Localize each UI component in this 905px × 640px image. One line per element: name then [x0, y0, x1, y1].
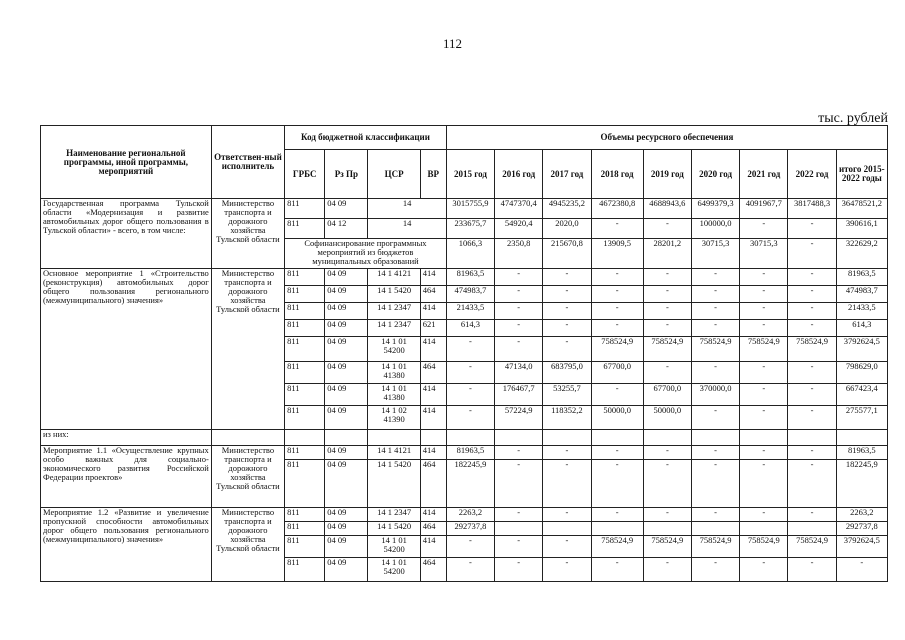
value-cell: 53255,7	[543, 384, 591, 406]
value-cell: -	[446, 406, 494, 430]
value-cell: -	[740, 219, 788, 239]
grbs-cell: 811	[285, 362, 325, 384]
header-year: 2017 год	[543, 150, 591, 199]
value-cell: 6499379,3	[691, 199, 739, 219]
csr-cell: 14 1 4121	[368, 446, 420, 460]
value-cell: 2020,0	[543, 219, 591, 239]
rzpr-cell: 04 09	[325, 460, 368, 508]
header-executor: Ответствен-ный исполнитель	[211, 126, 284, 199]
value-cell: -	[643, 508, 691, 522]
value-cell	[643, 522, 691, 536]
grbs-cell: 811	[285, 269, 325, 286]
value-cell	[740, 522, 788, 536]
total-cell: 21433,5	[836, 303, 887, 320]
value-cell: -	[495, 460, 543, 508]
value-cell: 28201,2	[643, 239, 691, 269]
value-cell: -	[495, 536, 543, 558]
value-cell: -	[643, 460, 691, 508]
value-cell: -	[788, 508, 836, 522]
table-row	[41, 199, 888, 219]
vr-cell: 414	[420, 337, 446, 362]
rzpr-cell: 04 09	[325, 406, 368, 430]
value-cell: -	[543, 320, 591, 337]
value-cell: -	[691, 460, 739, 508]
value-cell: -	[691, 286, 739, 303]
csr-cell: 14 1 2347	[368, 508, 420, 522]
value-cell: 292737,8	[446, 522, 494, 536]
of-them-label: из них:	[41, 430, 212, 446]
rzpr-cell: 04 09	[325, 362, 368, 384]
csr-cell: 14 1 01 54200	[368, 558, 420, 582]
value-cell: 4747370,4	[495, 199, 543, 219]
value-cell: 57224,9	[495, 406, 543, 430]
header-grbs: ГРБС	[285, 150, 325, 199]
total-cell: 182245,9	[836, 460, 887, 508]
grbs-cell: 811	[285, 337, 325, 362]
value-cell: -	[591, 320, 643, 337]
grbs-cell: 811	[285, 219, 325, 239]
value-cell: -	[643, 362, 691, 384]
value-cell: 4091967,7	[740, 199, 788, 219]
total-cell: 667423,4	[836, 384, 887, 406]
value-cell: -	[691, 303, 739, 320]
value-cell: 67700,0	[591, 362, 643, 384]
rzpr-cell: 04 09	[325, 269, 368, 286]
value-cell: -	[740, 406, 788, 430]
value-cell: -	[788, 286, 836, 303]
csr-cell: 14 1 5420	[368, 460, 420, 508]
value-cell: -	[788, 406, 836, 430]
value-cell: -	[591, 446, 643, 460]
value-cell: -	[643, 303, 691, 320]
value-cell: -	[591, 303, 643, 320]
value-cell: -	[495, 337, 543, 362]
executor-cell: Министерство транспорта и дорожного хозяйства Тульской области	[211, 199, 284, 269]
value-cell: 4672380,8	[591, 199, 643, 219]
value-cell: -	[543, 508, 591, 522]
value-cell: -	[543, 303, 591, 320]
grbs-cell: 811	[285, 384, 325, 406]
header-csr: ЦСР	[368, 150, 420, 199]
rzpr-cell: 04 09	[325, 536, 368, 558]
total-cell: 474983,7	[836, 286, 887, 303]
value-cell: -	[643, 446, 691, 460]
header-name: Наименование региональной программы, иной программы, мероприятий	[41, 126, 212, 199]
value-cell: -	[788, 269, 836, 286]
csr-cell: 14 1 01 54200	[368, 337, 420, 362]
units-label: тыс. рублей	[818, 111, 888, 126]
rzpr-cell: 04 09	[325, 337, 368, 362]
measure-name: Мероприятие 1.1 «Осуществление крупных особо важных для социально-экономического развития Российской Федерации проектов»	[41, 446, 212, 508]
total-cell: 2263,2	[836, 508, 887, 522]
header-year: 2020 год	[691, 150, 739, 199]
value-cell	[495, 522, 543, 536]
value-cell: -	[740, 508, 788, 522]
value-cell: -	[691, 320, 739, 337]
total-cell: 614,3	[836, 320, 887, 337]
value-cell: 4945235,2	[543, 199, 591, 219]
csr-cell: 14 1 4121	[368, 269, 420, 286]
vr-cell: 464	[420, 362, 446, 384]
executor-cell: Министерство транспорта и дорожного хозяйства Тульской области	[211, 508, 284, 582]
value-cell: -	[591, 384, 643, 406]
value-cell: -	[691, 362, 739, 384]
header-year: 2021 год	[740, 150, 788, 199]
rzpr-cell: 04 09	[325, 303, 368, 320]
value-cell: -	[788, 219, 836, 239]
value-cell: -	[691, 406, 739, 430]
value-cell: -	[691, 269, 739, 286]
executor-cell: Министерство транспорта и дорожного хозяйства Тульской области	[211, 446, 284, 508]
header-budget-code: Код бюджетной классификации	[285, 126, 447, 150]
header-year: 2018 год	[591, 150, 643, 199]
grbs-cell: 811	[285, 460, 325, 508]
vr-cell: 464	[420, 460, 446, 508]
value-cell: -	[495, 286, 543, 303]
vr-cell: 414	[420, 508, 446, 522]
value-cell: -	[543, 269, 591, 286]
value-cell: -	[788, 460, 836, 508]
value-cell: -	[740, 460, 788, 508]
header-rzpr: Рз Пр	[325, 150, 368, 199]
value-cell: -	[740, 362, 788, 384]
value-cell: -	[643, 269, 691, 286]
value-cell: -	[691, 558, 739, 582]
header-volumes: Объемы ресурсного обеспечения	[446, 126, 887, 150]
value-cell: -	[591, 286, 643, 303]
value-cell: 215670,8	[543, 239, 591, 269]
value-cell: -	[591, 508, 643, 522]
value-cell: 758524,9	[740, 536, 788, 558]
value-cell: -	[543, 337, 591, 362]
value-cell: 758524,9	[740, 337, 788, 362]
table-row	[41, 508, 888, 522]
value-cell: 67700,0	[643, 384, 691, 406]
value-cell: -	[591, 219, 643, 239]
value-cell: -	[740, 286, 788, 303]
value-cell: -	[788, 384, 836, 406]
csr-cell: 14	[368, 219, 446, 239]
grbs-cell: 811	[285, 303, 325, 320]
value-cell: -	[691, 446, 739, 460]
rzpr-cell: 04 09	[325, 384, 368, 406]
value-cell: -	[495, 269, 543, 286]
value-cell: -	[446, 362, 494, 384]
csr-cell: 14 1 01 41380	[368, 384, 420, 406]
rzpr-cell: 04 09	[325, 446, 368, 460]
value-cell: 2263,2	[446, 508, 494, 522]
value-cell: -	[591, 558, 643, 582]
resource-table	[40, 125, 888, 582]
total-cell: 81963,5	[836, 446, 887, 460]
value-cell: 3015755,9	[446, 199, 494, 219]
value-cell: 176467,7	[495, 384, 543, 406]
grbs-cell: 811	[285, 286, 325, 303]
rzpr-cell: 04 09	[325, 522, 368, 536]
value-cell: -	[495, 446, 543, 460]
value-cell: -	[543, 286, 591, 303]
value-cell: 758524,9	[591, 536, 643, 558]
value-cell: 758524,9	[788, 337, 836, 362]
csr-cell: 14 1 01 41380	[368, 362, 420, 384]
total-cell: 3792624,5	[836, 337, 887, 362]
value-cell: 474983,7	[446, 286, 494, 303]
table-row	[41, 446, 888, 460]
value-cell: -	[495, 558, 543, 582]
value-cell: -	[788, 239, 836, 269]
vr-cell: 621	[420, 320, 446, 337]
value-cell: -	[691, 508, 739, 522]
value-cell: 1066,3	[446, 239, 494, 269]
rzpr-cell: 04 09	[325, 558, 368, 582]
value-cell: -	[446, 558, 494, 582]
value-cell: -	[643, 558, 691, 582]
value-cell: 54920,4	[495, 219, 543, 239]
value-cell: -	[543, 536, 591, 558]
total-cell: 292737,8	[836, 522, 887, 536]
grbs-cell: 811	[285, 199, 325, 219]
csr-cell: 14 1 5420	[368, 522, 420, 536]
grbs-cell: 811	[285, 536, 325, 558]
value-cell: -	[643, 219, 691, 239]
value-cell: 47134,0	[495, 362, 543, 384]
value-cell: 81963,5	[446, 269, 494, 286]
value-cell: 182245,9	[446, 460, 494, 508]
rzpr-cell: 04 09	[325, 508, 368, 522]
executor-cell: Министерство транспорта и дорожного хозяйства Тульской области	[211, 269, 284, 430]
csr-cell: 14 1 02 41390	[368, 406, 420, 430]
value-cell: 30715,3	[691, 239, 739, 269]
value-cell: -	[788, 362, 836, 384]
value-cell: -	[788, 558, 836, 582]
total-cell: 36478521,2	[836, 199, 887, 219]
value-cell: -	[788, 303, 836, 320]
measure-name: Основное мероприятие 1 «Строительство (реконструкция) автомобильных дорог общего пользования регионального (межмуниципального) значения»	[41, 269, 212, 430]
total-cell: 275577,1	[836, 406, 887, 430]
rzpr-cell: 04 09	[325, 320, 368, 337]
vr-cell: 464	[420, 522, 446, 536]
value-cell: 233675,7	[446, 219, 494, 239]
csr-cell: 14 1 01 54200	[368, 536, 420, 558]
total-cell: 3792624,5	[836, 536, 887, 558]
total-cell: 322629,2	[836, 239, 887, 269]
header-year: 2016 год	[495, 150, 543, 199]
value-cell: -	[740, 269, 788, 286]
total-cell: -	[836, 558, 887, 582]
rzpr-cell: 04 09	[325, 286, 368, 303]
rzpr-cell: 04 09	[325, 199, 368, 219]
vr-cell: 414	[420, 536, 446, 558]
program-name: Государственная программа Тульской области «Модернизация и развитие автомобильных дорог общего пользования в Тульской области» - всего, в том числе:	[41, 199, 212, 269]
total-cell: 390616,1	[836, 219, 887, 239]
value-cell: 21433,5	[446, 303, 494, 320]
total-cell: 798629,0	[836, 362, 887, 384]
table-row	[41, 269, 888, 286]
value-cell: -	[740, 320, 788, 337]
value-cell: -	[543, 446, 591, 460]
value-cell: 4688943,6	[643, 199, 691, 219]
value-cell: 100000,0	[691, 219, 739, 239]
value-cell: 2350,8	[495, 239, 543, 269]
value-cell: -	[788, 446, 836, 460]
value-cell: -	[446, 337, 494, 362]
value-cell: -	[495, 320, 543, 337]
vr-cell: 414	[420, 406, 446, 430]
value-cell: -	[643, 320, 691, 337]
cofinancing-label: Софинансирование программных мероприятий из бюджетов муниципальных образований	[285, 239, 447, 269]
value-cell: 30715,3	[740, 239, 788, 269]
grbs-cell: 811	[285, 558, 325, 582]
value-cell: 683795,0	[543, 362, 591, 384]
grbs-cell: 811	[285, 446, 325, 460]
value-cell	[691, 522, 739, 536]
value-cell: -	[495, 303, 543, 320]
value-cell: 758524,9	[643, 337, 691, 362]
value-cell: 614,3	[446, 320, 494, 337]
rzpr-cell: 04 12	[325, 219, 368, 239]
total-cell: 81963,5	[836, 269, 887, 286]
csr-cell: 14 1 2347	[368, 320, 420, 337]
table-row	[41, 430, 888, 446]
value-cell: 758524,9	[691, 337, 739, 362]
value-cell: 81963,5	[446, 446, 494, 460]
value-cell: -	[740, 303, 788, 320]
value-cell: -	[643, 286, 691, 303]
grbs-cell: 811	[285, 406, 325, 430]
value-cell: -	[446, 384, 494, 406]
value-cell: 758524,9	[591, 337, 643, 362]
vr-cell: 414	[420, 446, 446, 460]
grbs-cell: 811	[285, 508, 325, 522]
csr-cell: 14	[368, 199, 446, 219]
value-cell: -	[543, 460, 591, 508]
value-cell: 758524,9	[691, 536, 739, 558]
header-year: 2019 год	[643, 150, 691, 199]
vr-cell: 414	[420, 384, 446, 406]
value-cell: -	[591, 460, 643, 508]
header-vr: ВР	[420, 150, 446, 199]
value-cell: -	[740, 384, 788, 406]
vr-cell: 414	[420, 269, 446, 286]
value-cell: 118352,2	[543, 406, 591, 430]
measure-name: Мероприятие 1.2 «Развитие и увеличение пропускной способности автомобильных дорог общего пользования регионального (межмуниципального) значения»	[41, 508, 212, 582]
value-cell	[788, 522, 836, 536]
value-cell: 13909,5	[591, 239, 643, 269]
vr-cell: 414	[420, 303, 446, 320]
value-cell: -	[591, 269, 643, 286]
header-year: 2015 год	[446, 150, 494, 199]
header-total: итого 2015-2022 годы	[836, 150, 887, 199]
grbs-cell: 811	[285, 320, 325, 337]
value-cell: -	[543, 558, 591, 582]
value-cell: -	[740, 446, 788, 460]
vr-cell: 464	[420, 558, 446, 582]
csr-cell: 14 1 5420	[368, 286, 420, 303]
value-cell: -	[788, 320, 836, 337]
vr-cell: 464	[420, 286, 446, 303]
value-cell	[543, 522, 591, 536]
value-cell: -	[446, 536, 494, 558]
grbs-cell: 811	[285, 522, 325, 536]
header-year: 2022 год	[788, 150, 836, 199]
value-cell	[591, 522, 643, 536]
value-cell: 370000,0	[691, 384, 739, 406]
value-cell: -	[495, 508, 543, 522]
value-cell: 50000,0	[643, 406, 691, 430]
csr-cell: 14 1 2347	[368, 303, 420, 320]
value-cell: 3817488,3	[788, 199, 836, 219]
value-cell: 758524,9	[643, 536, 691, 558]
value-cell: 758524,9	[788, 536, 836, 558]
value-cell: 50000,0	[591, 406, 643, 430]
page-number: 112	[442, 36, 463, 51]
value-cell: -	[740, 558, 788, 582]
